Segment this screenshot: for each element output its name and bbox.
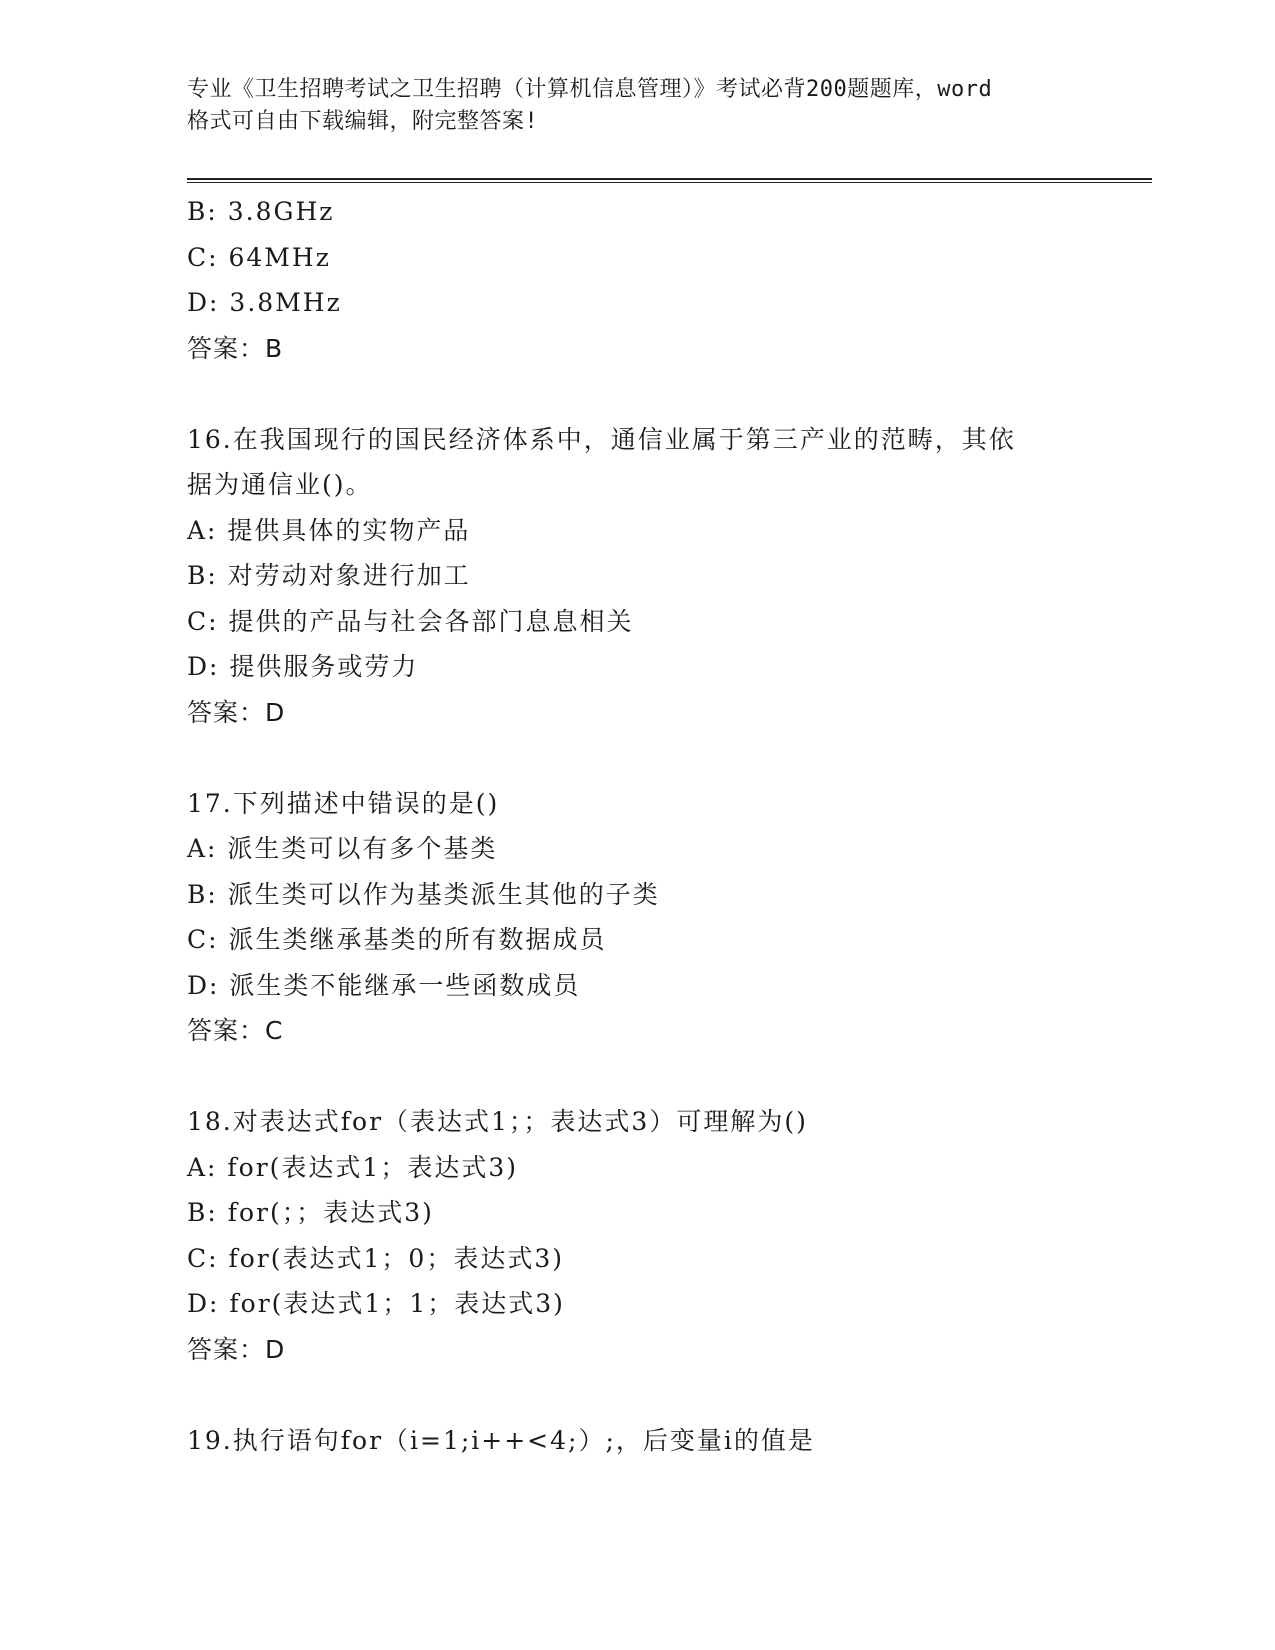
question-block-16 bbox=[187, 417, 1107, 736]
question-text-continued: 据为通信业()。 bbox=[187, 470, 373, 499]
option-b: B: 对劳动对象进行加工 bbox=[187, 561, 471, 590]
option-d: D: 3.8MHz bbox=[187, 288, 342, 317]
option-a: A: 派生类可以有多个基类 bbox=[187, 834, 498, 863]
header-rule-thick bbox=[187, 178, 1152, 180]
question-text: 19.执行语句for（i=1;i++<4;）;，后变量i的值是 bbox=[187, 1425, 815, 1455]
block-spacer bbox=[187, 1054, 1107, 1100]
question-block-15 bbox=[187, 189, 1107, 371]
document-header bbox=[187, 74, 1087, 138]
header-line-2: 格式可自由下载编辑，附完整答案! bbox=[187, 109, 539, 134]
answer: 答案：D bbox=[187, 697, 286, 727]
answer: 答案：B bbox=[187, 333, 284, 363]
answer: 答案：C bbox=[187, 1016, 284, 1045]
option-c: C: 派生类继承基类的所有数据成员 bbox=[187, 925, 607, 954]
option-b: B: 3.8GHz bbox=[187, 197, 335, 226]
block-spacer bbox=[187, 1372, 1107, 1418]
option-c: C: 64MHz bbox=[187, 242, 331, 272]
option-a: A: 提供具体的实物产品 bbox=[187, 515, 471, 545]
document-body bbox=[187, 189, 1107, 1463]
question-block-17 bbox=[187, 781, 1107, 1054]
option-d: D: 派生类不能继承一些函数成员 bbox=[187, 970, 581, 1000]
option-b: B: 派生类可以作为基类派生其他的子类 bbox=[187, 879, 660, 909]
question-text: 16.在我国现行的国民经济体系中，通信业属于第三产业的范畴，其依 bbox=[187, 424, 1016, 454]
header-rule-thin bbox=[187, 182, 1152, 183]
option-c: C: 提供的产品与社会各部门息息相关 bbox=[187, 606, 634, 636]
question-text: 18.对表达式for（表达式1；；表达式3）可理解为() bbox=[187, 1107, 808, 1136]
option-d: D: for(表达式1；1；表达式3) bbox=[187, 1289, 565, 1318]
block-spacer bbox=[187, 735, 1107, 781]
option-c: C: for(表达式1；0；表达式3) bbox=[187, 1243, 564, 1273]
option-a: A: for(表达式1；表达式3) bbox=[187, 1152, 518, 1182]
answer: 答案：D bbox=[187, 1334, 286, 1364]
option-b: B: for(；；表达式3) bbox=[187, 1198, 434, 1227]
option-d: D: 提供服务或劳力 bbox=[187, 652, 419, 681]
question-text: 17.下列描述中错误的是() bbox=[187, 788, 500, 818]
header-line-1: 专业《卫生招聘考试之卫生招聘（计算机信息管理）》考试必背200题题库，word bbox=[187, 77, 993, 102]
question-block-18 bbox=[187, 1099, 1107, 1372]
question-block-19 bbox=[187, 1418, 1107, 1464]
block-spacer bbox=[187, 371, 1107, 417]
